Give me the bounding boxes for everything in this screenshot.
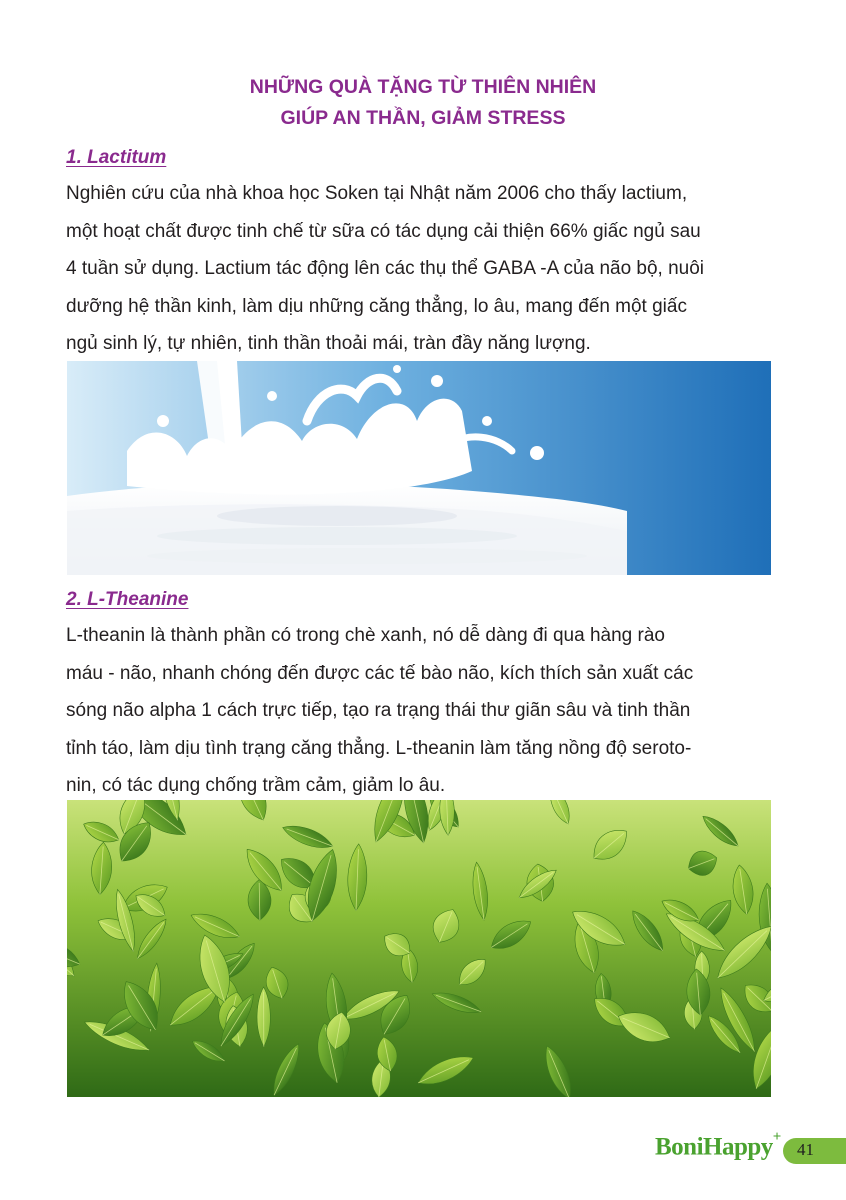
page-number-tab	[783, 1138, 846, 1164]
title-line-1: NHỮNG QUÀ TẶNG TỪ THIÊN NHIÊN	[249, 76, 597, 98]
brand-plus: +	[772, 1129, 781, 1145]
milk-splash-image	[67, 361, 771, 575]
paragraph-line: ngủ sinh lý, tự nhiên, tinh thần thoải mái, tràn đầy năng lượng.	[66, 333, 591, 354]
page-title	[0, 72, 846, 134]
paragraph-line: tỉnh táo, làm dịu tình trạng căng thẳng. L-theanin làm tăng nồng độ seroto-	[66, 737, 692, 759]
paragraph-line: Nghiên cứu của nhà khoa học Soken tại Nhật năm 2006 cho thấy lactium,	[66, 183, 688, 204]
brand-logo	[655, 1129, 781, 1161]
section-heading-lactitum: 1. Lactitum	[66, 147, 167, 168]
paragraph-line: 4 tuần sử dụng. Lactium tác động lên các thụ thể GABA -A của não bộ, nuôi	[66, 258, 705, 279]
green-tea-leaves-image	[67, 800, 771, 1097]
paragraph-line: dưỡng hệ thần kinh, làm dịu những căng thẳng, lo âu, mang đến một giấc	[66, 295, 687, 317]
section-paragraph-lactitum	[66, 175, 772, 363]
paragraph-line: sóng não alpha 1 cách trực tiếp, tạo ra trạng thái thư giãn sâu và tinh thần	[66, 700, 691, 721]
paragraph-line: L-theanin là thành phần có trong chè xanh, nó dễ dàng đi qua hàng rào	[66, 625, 665, 646]
brand-name: BoniHappy	[655, 1133, 773, 1161]
section-paragraph-l-theanine	[66, 617, 772, 805]
section-heading-l-theanine: 2. L-Theanine	[66, 589, 189, 610]
title-line-2: GIÚP AN THẦN, GIẢM STRESS	[280, 107, 566, 129]
paragraph-line: máu - não, nhanh chóng đến được các tế bào não, kích thích sản xuất các	[66, 662, 694, 684]
paragraph-line: một hoạt chất được tinh chế từ sữa có tác dụng cải thiện 66% giấc ngủ sau	[66, 220, 701, 242]
paragraph-line: nin, có tác dụng chống trầm cảm, giảm lo âu.	[66, 775, 446, 796]
page-number: 41	[797, 1140, 814, 1159]
